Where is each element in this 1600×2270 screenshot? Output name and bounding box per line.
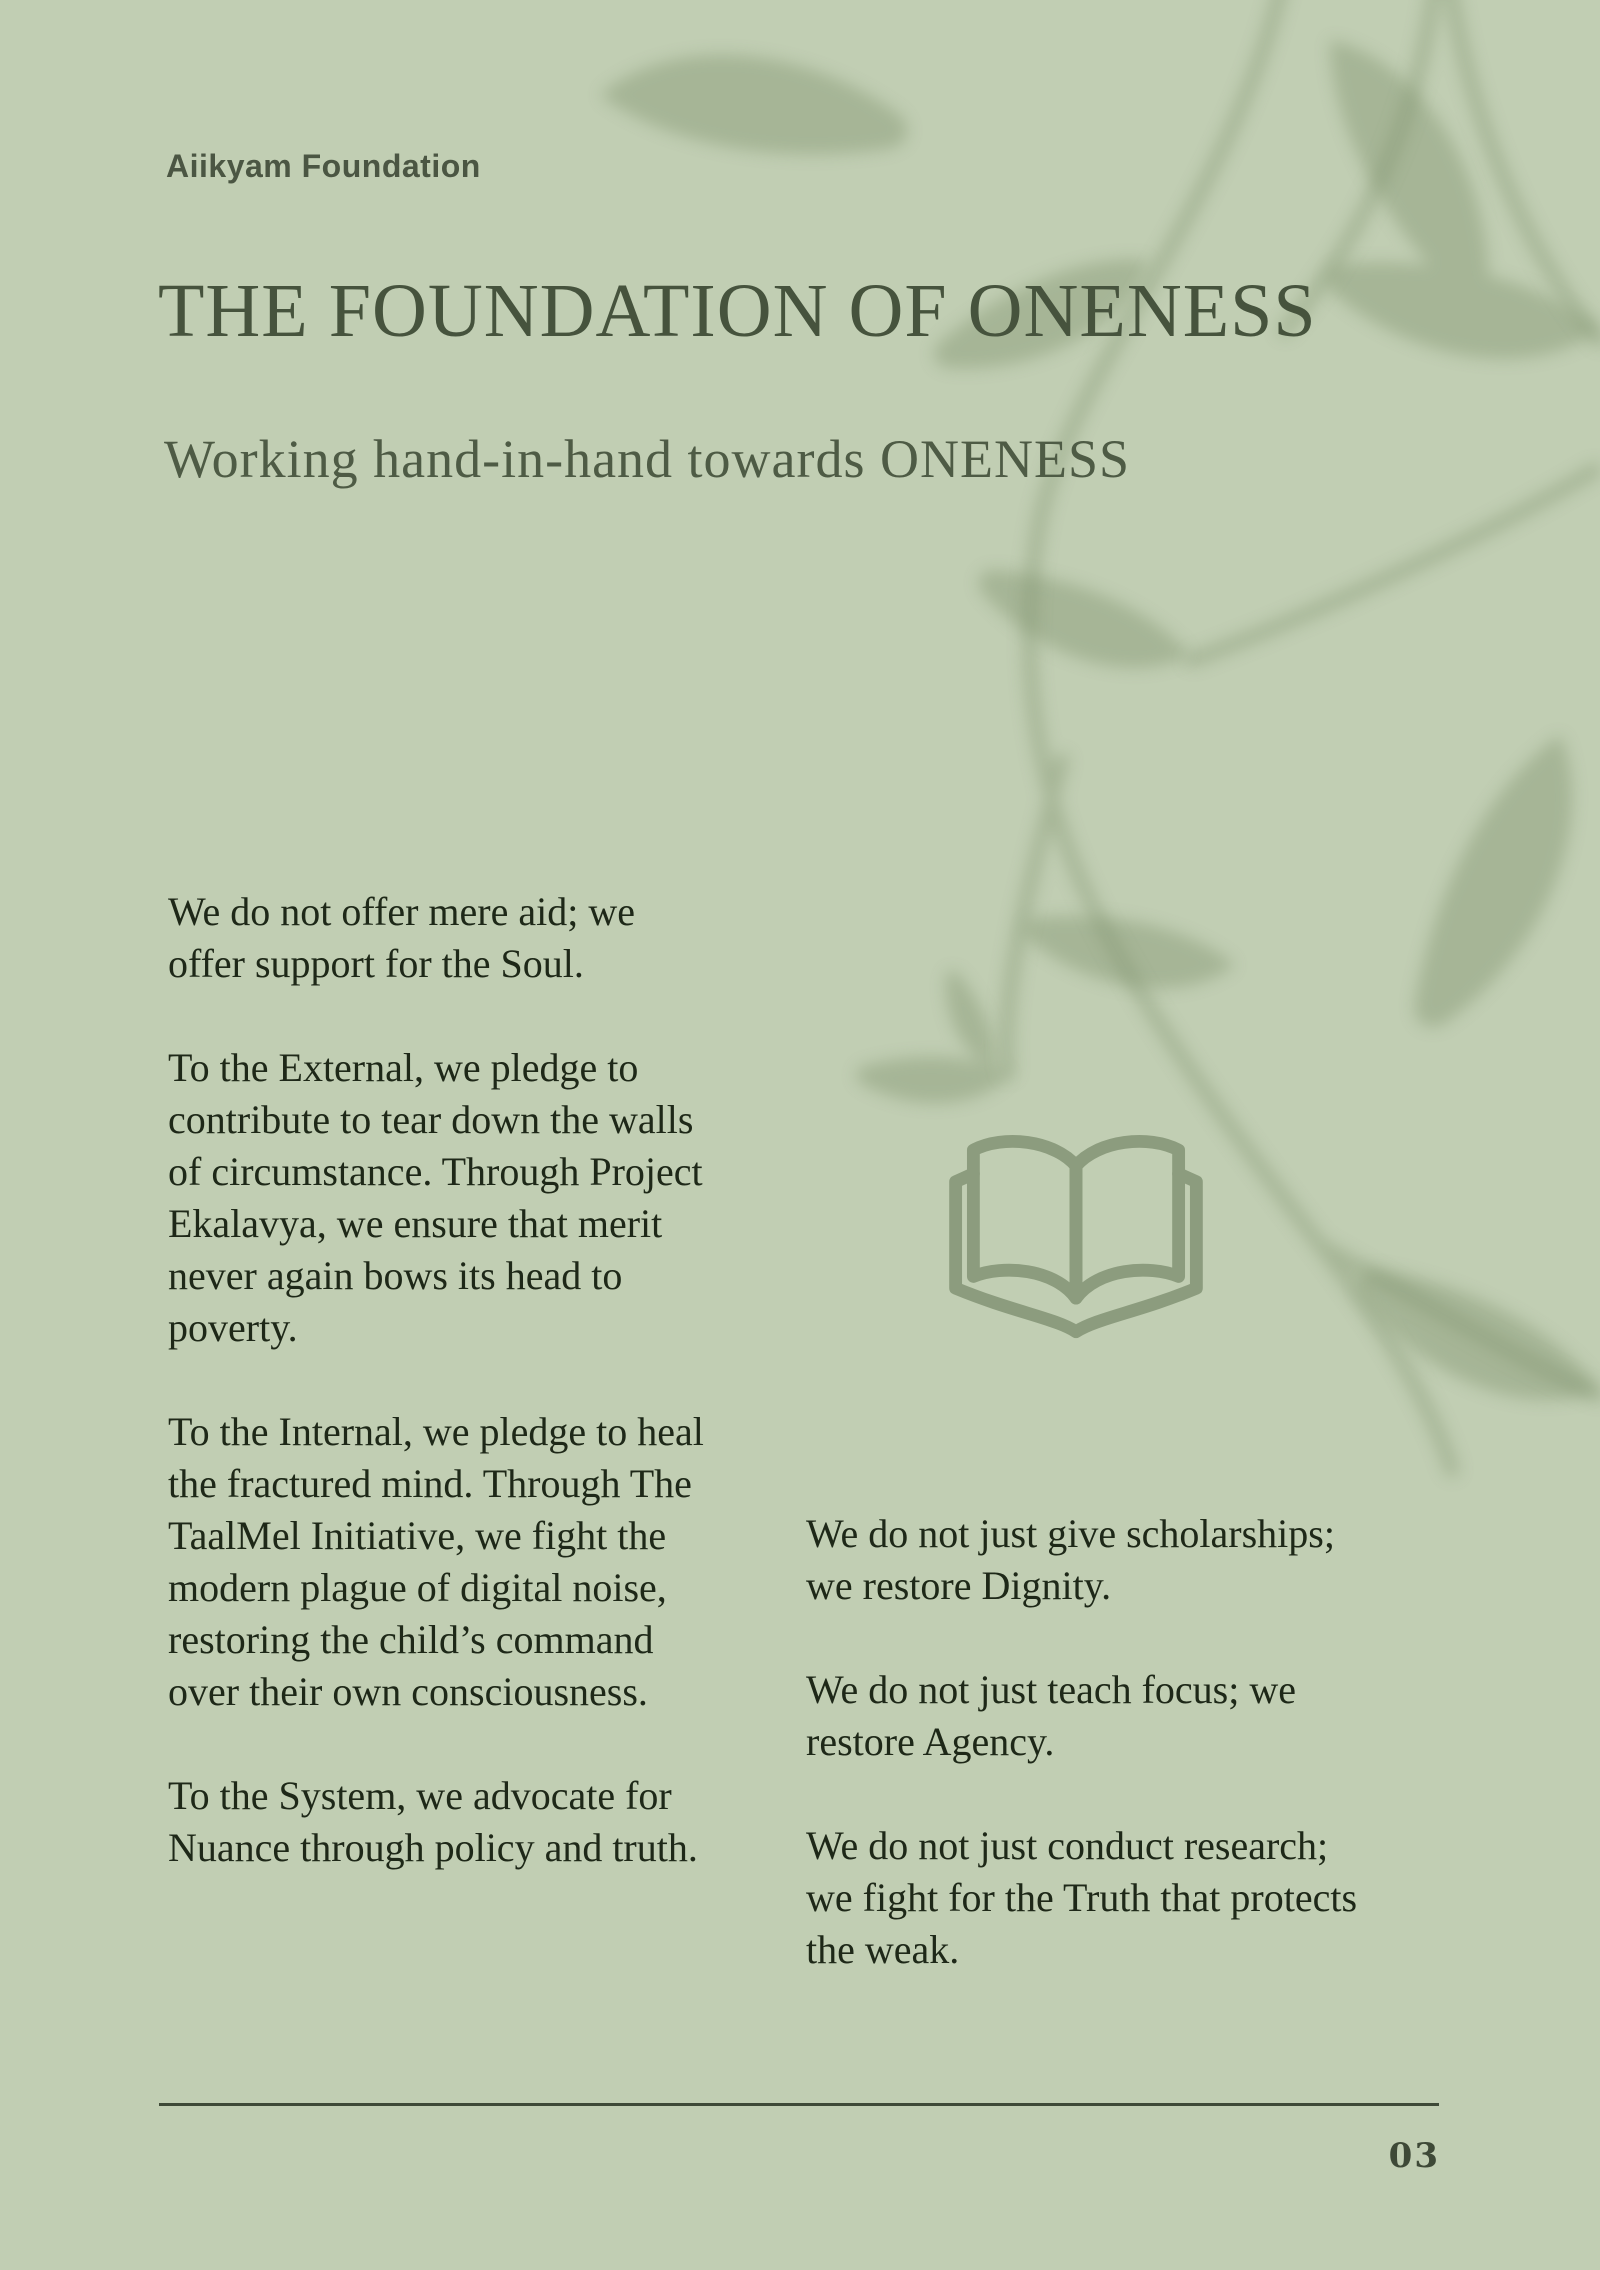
brand-label: Aiikyam Foundation — [166, 148, 481, 184]
open-book-icon — [928, 1114, 1224, 1350]
paragraph-research: We do not just conduct research; we fight for the Truth that protects the weak. — [806, 1823, 1358, 1972]
left-column — [168, 886, 716, 1926]
paragraph-system: To the System, we advocate for Nuance through policy and truth. — [168, 1773, 698, 1870]
paragraph-external: To the External, we pledge to contribute to tear down the walls of circumstance. Through Project Ekalavya, we ensure that merit never again bows its head to poverty. — [168, 1045, 703, 1350]
footer-divider — [159, 2103, 1439, 2106]
paragraph-internal: To the Internal, we pledge to heal the fractured mind. Through The TaalMel Initiative, we fight the modern plague of digital noise, restoring the child’s command over their own consciousness. — [168, 1409, 704, 1714]
page-number: 03 — [1388, 2136, 1440, 2176]
paragraph-mission: We do not offer mere aid; we offer support for the Soul. — [168, 889, 635, 986]
page-subtitle: Working hand-in-hand towards ONENESS — [164, 429, 1131, 489]
paragraph-scholarships: We do not just give scholarships; we restore Dignity. — [806, 1511, 1335, 1608]
right-column — [806, 1508, 1366, 2028]
paragraph-focus: We do not just teach focus; we restore Agency. — [806, 1667, 1296, 1764]
page-title: THE FOUNDATION OF ONENESS — [158, 269, 1317, 353]
